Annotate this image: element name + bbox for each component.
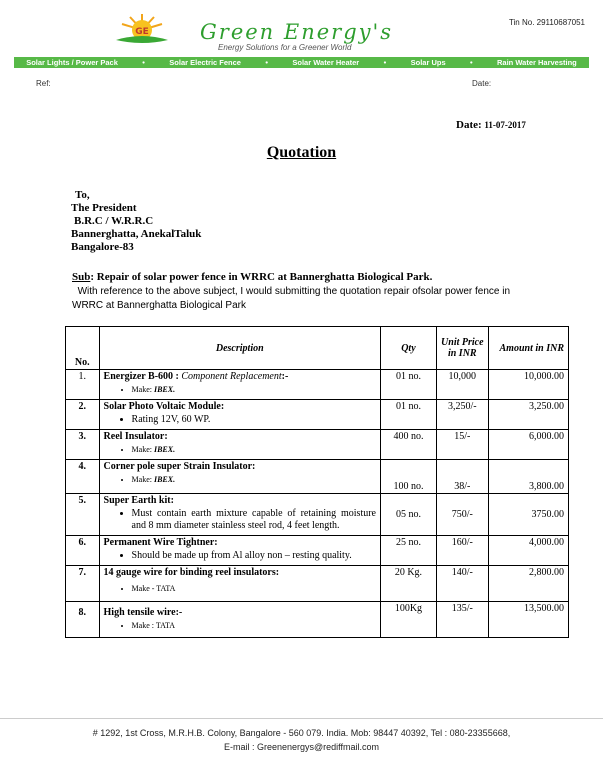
row-unit-price: 140/- bbox=[436, 566, 488, 602]
item-bullet bbox=[132, 384, 376, 396]
bullet-prefix: Make: bbox=[131, 475, 154, 484]
row-qty: 05 no. bbox=[381, 494, 437, 536]
intro-paragraph bbox=[72, 285, 542, 313]
brand-tagline: Energy Solutions for a Greener World bbox=[218, 43, 352, 52]
intro-text: With reference to the above subject, I would submitting the quotation repair ofsolar power fence in WRRC at Bannerghatta Biological Park bbox=[72, 286, 511, 311]
row-description bbox=[99, 430, 380, 460]
service-item: Solar Ups bbox=[410, 58, 446, 67]
row-qty: 01 no. bbox=[381, 370, 437, 400]
col-unit-price: Unit Price in INR bbox=[436, 327, 488, 370]
item-bullet: • Must contain earth mixture capable of retaining moisture and 8 mm diameter stainless steel rod, 4 feet length. bbox=[132, 508, 376, 532]
ref-label: Ref: bbox=[36, 79, 51, 88]
page-title: Quotation bbox=[266, 144, 337, 161]
item-title: High tensile wire:- bbox=[103, 607, 183, 618]
row-no: 5. bbox=[66, 494, 100, 536]
row-description bbox=[99, 494, 380, 536]
bullet-dot: • bbox=[470, 58, 473, 67]
table-row bbox=[66, 370, 569, 400]
row-unit-price: 15/- bbox=[436, 430, 488, 460]
footer-email: E-mail : Greenenergys@rediffmail.com bbox=[223, 742, 380, 752]
row-unit-price: 10,000 bbox=[436, 370, 488, 400]
subject-label: Sub bbox=[72, 271, 91, 283]
row-qty: 100Kg bbox=[381, 602, 437, 638]
address-line: B.R.C / W.R.R.C bbox=[74, 215, 154, 227]
row-unit-price: 38/- bbox=[436, 460, 488, 494]
item-title: Reel Insulator: bbox=[103, 431, 168, 442]
table-row bbox=[66, 536, 569, 566]
bullet-dot: • bbox=[142, 58, 145, 67]
row-description bbox=[99, 536, 380, 566]
col-amount: Amount in INR bbox=[488, 327, 568, 370]
address-line: To, bbox=[75, 189, 90, 201]
quotation-date bbox=[456, 119, 526, 131]
row-unit-price: 160/- bbox=[436, 536, 488, 566]
bullet-brand: IBEX. bbox=[153, 475, 176, 484]
row-description bbox=[99, 566, 380, 602]
row-unit-price: 135/- bbox=[436, 602, 488, 638]
address-line: Bangalore-83 bbox=[71, 241, 134, 253]
item-title: Energizer B-600 : bbox=[103, 371, 182, 382]
service-item: Solar Lights / Power Pack bbox=[26, 58, 118, 67]
footer-divider bbox=[0, 718, 603, 719]
item-bullet bbox=[132, 474, 376, 486]
row-amount: 3,250.00 bbox=[488, 400, 568, 430]
row-no: 1. bbox=[66, 370, 100, 400]
bullet-prefix: Make: bbox=[131, 385, 154, 394]
recipient-address bbox=[71, 189, 201, 254]
row-no: 7. bbox=[66, 566, 100, 602]
row-no: 3. bbox=[66, 430, 100, 460]
company-logo bbox=[112, 12, 172, 48]
quotation-table bbox=[65, 326, 569, 638]
item-title: Corner pole super Strain Insulator: bbox=[103, 461, 256, 472]
col-qty: Qty bbox=[381, 327, 437, 370]
item-bullet bbox=[132, 444, 376, 456]
row-no: 8. bbox=[66, 602, 100, 638]
row-description bbox=[99, 370, 380, 400]
item-title: 14 gauge wire for binding reel insulators: bbox=[103, 567, 280, 578]
row-amount: 13,500.00 bbox=[488, 602, 568, 638]
table-row bbox=[66, 430, 569, 460]
table-header-row bbox=[66, 327, 569, 370]
item-bullet: • Should be made up from Al alloy non – resting quality. bbox=[132, 550, 376, 562]
brand-name: Green Energy's bbox=[200, 20, 394, 44]
row-amount: 3,800.00 bbox=[488, 460, 568, 494]
row-amount: 6,000.00 bbox=[488, 430, 568, 460]
address-line: The President bbox=[71, 202, 137, 214]
item-title: Solar Photo Voltaic Module: bbox=[103, 401, 225, 412]
col-description: Description bbox=[99, 327, 380, 370]
row-qty: 01 no. bbox=[381, 400, 437, 430]
row-amount: 10,000.00 bbox=[488, 370, 568, 400]
row-qty: 400 no. bbox=[381, 430, 437, 460]
bullet-brand: IBEX. bbox=[153, 445, 176, 454]
bullet-prefix: Make: bbox=[131, 445, 154, 454]
address-line: Bannerghatta, AnekalTaluk bbox=[71, 228, 202, 240]
footer-address: # 1292, 1st Cross, M.R.H.B. Colony, Bangalore - 560 079. India. Mob: 98447 40392, Tel : 080-23355668, bbox=[92, 728, 511, 738]
row-description bbox=[99, 602, 380, 638]
table-row bbox=[66, 460, 569, 494]
logo-text: GE bbox=[135, 27, 149, 37]
row-amount: 2,800.00 bbox=[488, 566, 568, 602]
table-row bbox=[66, 566, 569, 602]
subject-text: : Repair of solar power fence in WRRC at Bannerghatta Biological Park. bbox=[90, 271, 433, 283]
row-unit-price: 750/- bbox=[436, 494, 488, 536]
bullet-dot: • bbox=[265, 58, 268, 67]
date-label-header: Date: bbox=[472, 79, 492, 88]
item-title-italic: Component Replacement bbox=[181, 371, 282, 382]
row-unit-price: 3,250/- bbox=[436, 400, 488, 430]
date-label: Date: bbox=[456, 119, 482, 131]
row-qty: 20 Kg. bbox=[381, 566, 437, 602]
table-row bbox=[66, 400, 569, 430]
item-title-tail: :- bbox=[281, 371, 289, 382]
row-amount: 3750.00 bbox=[488, 494, 568, 536]
services-bar bbox=[14, 57, 589, 68]
row-no: 2. bbox=[66, 400, 100, 430]
item-bullet: • Make - TATA bbox=[132, 583, 376, 595]
tin-number: Tin No. 29110687051 bbox=[508, 18, 585, 27]
bullet-dot: • bbox=[383, 58, 387, 67]
item-title: Super Earth kit: bbox=[103, 495, 174, 506]
item-title: Permanent Wire Tightner: bbox=[103, 537, 218, 548]
service-item: Solar Water Heater bbox=[292, 58, 360, 67]
row-description bbox=[99, 400, 380, 430]
row-qty: 25 no. bbox=[381, 536, 437, 566]
subject-line bbox=[72, 271, 432, 283]
service-item: Solar Electric Fence bbox=[169, 58, 241, 67]
row-no: 6. bbox=[66, 536, 100, 566]
row-description bbox=[99, 460, 380, 494]
row-qty: 100 no. bbox=[381, 460, 437, 494]
item-bullet: • Make : TATA bbox=[132, 620, 376, 632]
bullet-brand: IBEX. bbox=[153, 385, 176, 394]
item-bullet: • Rating 12V, 60 WP. bbox=[132, 414, 376, 426]
service-item: Rain Water Harvesting bbox=[497, 58, 577, 67]
table-row bbox=[66, 602, 569, 638]
date-value: 11-07-2017 bbox=[484, 120, 526, 130]
row-no: 4. bbox=[66, 460, 100, 494]
table-row bbox=[66, 494, 569, 536]
col-no: No. bbox=[66, 327, 100, 370]
row-amount: 4,000.00 bbox=[488, 536, 568, 566]
